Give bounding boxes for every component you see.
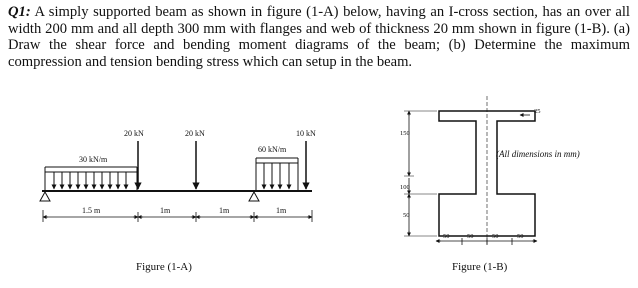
dim-50: 50 (403, 212, 410, 219)
point-load-1-label: 20 kN (124, 129, 144, 138)
dim-bottom-1: 50 (443, 233, 450, 240)
dim-top-thickness: 25 (534, 108, 541, 115)
span-3-label: 1m (219, 206, 230, 215)
point-load-3-label: 10 kN (296, 129, 316, 138)
dim-100: 100 (400, 184, 410, 191)
udl-right (256, 158, 298, 190)
figure-b-caption: Figure (1-B) (452, 261, 508, 273)
question-body: A simply supported beam as shown in figure (1-A) below, having an I-cross section, has an over all width 200 mm and all depth 300 mm with flanges and web of thickness 20 mm shown in figure (1-B). (a) Draw the shear force and bending moment diagrams of the beam; (b) Determine the maximum compression and tension bending stress which can setup in the beam. (8, 4, 630, 70)
figure-a (40, 129, 316, 273)
support-left (40, 192, 50, 201)
span-2-label: 1m (160, 206, 171, 215)
question-number: Q1: (8, 4, 31, 20)
span-1-label: 1.5 m (82, 206, 101, 215)
dim-bottom-3: 50 (492, 233, 499, 240)
udl-left-label: 30 kN/m (79, 155, 108, 164)
udl-left (45, 167, 137, 190)
support-right (249, 192, 259, 201)
point-load-2-label: 20 kN (185, 129, 205, 138)
dim-150: 150 (400, 130, 410, 137)
figure-b-note: (All dimensions in mm) (496, 149, 580, 159)
figure-a-caption: Figure (1-A) (136, 261, 192, 273)
dim-bottom-4: 50 (517, 233, 524, 240)
figure-b (400, 96, 580, 273)
span-4-label: 1m (276, 206, 287, 215)
dim-bottom-2: 50 (467, 233, 474, 240)
udl-right-label: 60 kN/m (258, 145, 287, 154)
